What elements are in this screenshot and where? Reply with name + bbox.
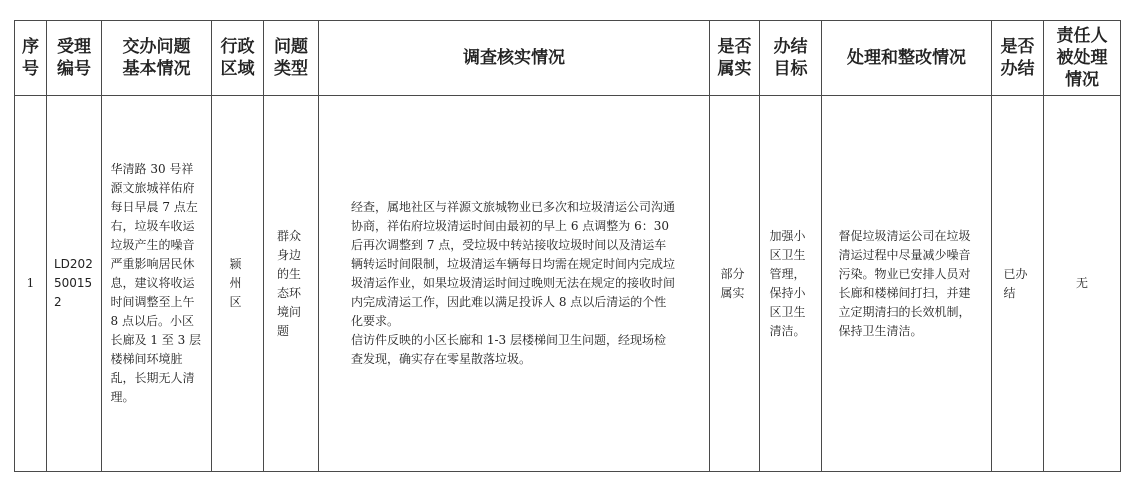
cell-is-done: 已办结 [992, 96, 1044, 472]
investigation-paragraph-1: 经查，属地社区与祥源文旅城物业已多次和垃圾清运公司沟通协商，祥佑府垃圾清运时间由最初的早上 6 点调整为 6：30 后再次调整到 7 点，受垃圾中转站接收垃圾时间以及清运车辆转运时间限制，垃圾清运车辆每日均需在规定时间内完成垃圾清运作业，如果垃圾清运时间过晚则无法在规定的接收时间内完成清运工作，因此难以满足投诉人 8 点以后清运的个性化要求。 [351, 200, 676, 328]
header-accountability: 责任人 被处理 情况 [1044, 21, 1121, 96]
cell-accountability: 无 [1044, 96, 1121, 472]
header-seq: 序 号 [15, 21, 47, 96]
header-district: 行政 区域 [212, 21, 264, 96]
cell-handling: 督促垃圾清运公司在垃圾清运过程中尽量减少噪音污染。物业已安排人员对长廊和楼梯间打扫，并建立定期清扫的长效机制，保持卫生清洁。 [822, 96, 992, 472]
cell-issue-type: 群众身边的生态环境问题 [264, 96, 319, 472]
cell-goal: 加强小区卫生管理，保持小区卫生清洁。 [760, 96, 822, 472]
header-receipt-number: 受理 编号 [47, 21, 102, 96]
header-is-factual: 是否 属实 [710, 21, 760, 96]
header-investigation: 调查核实情况 [319, 21, 710, 96]
cell-is-factual: 部分属实 [710, 96, 760, 472]
cell-issue-summary: 华清路 30 号祥源文旅城祥佑府每日早晨 7 点左右，垃圾车收运垃圾产生的噪音严重影响居民休息，建议将收运时间调整至上午 8 点以后。小区长廊及 1 至 3 层楼梯间环境脏乱，长期无人清理。 [102, 96, 212, 472]
header-issue-type: 问题 类型 [264, 21, 319, 96]
header-is-done: 是否 办结 [992, 21, 1044, 96]
investigation-paragraph-2: 信访件反映的小区长廊和 1-3 层楼梯间卫生问题，经现场检查发现，确实存在零星散落垃圾。 [351, 333, 666, 366]
cell-receipt-number: LD20250015 2 [47, 96, 102, 472]
table-row [15, 96, 1121, 472]
header-issue-summary: 交办问题 基本情况 [102, 21, 212, 96]
supervision-table [14, 20, 1121, 472]
header-handling: 处理和整改情况 [822, 21, 992, 96]
header-goal: 办结 目标 [760, 21, 822, 96]
cell-district: 颍州区 [212, 96, 264, 472]
cell-investigation [319, 96, 710, 472]
cell-seq: 1 [15, 96, 47, 472]
header-row [15, 21, 1121, 96]
